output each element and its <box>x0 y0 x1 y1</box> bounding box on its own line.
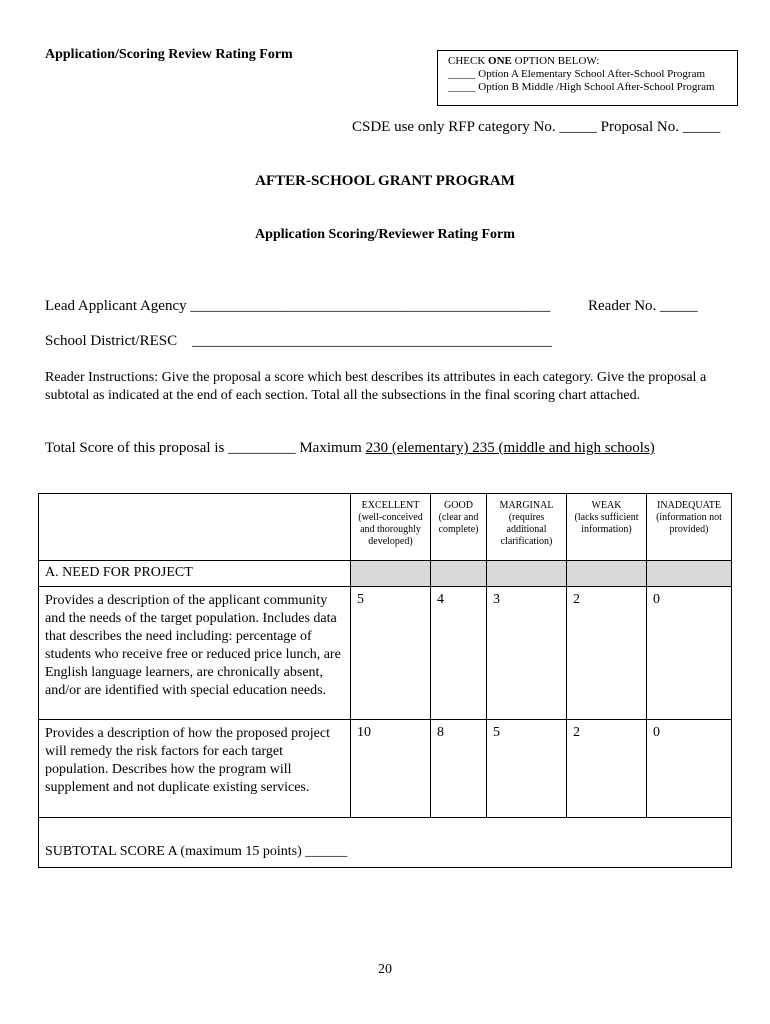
score-option[interactable]: 2 <box>567 587 647 720</box>
subtotal-row <box>39 818 732 868</box>
option-b[interactable]: _____ Option B Middle /High School After-School Program <box>448 81 715 93</box>
col-sub: (clear and complete) <box>438 512 479 535</box>
form-title: Application/Scoring Review Rating Form <box>45 47 293 62</box>
page-number: 20 <box>378 962 392 977</box>
score-option[interactable]: 0 <box>647 587 732 720</box>
school-district-label: School District/RESC <box>45 333 178 349</box>
scoring-table <box>38 493 732 868</box>
total-score-line <box>45 440 655 457</box>
col-sub: (well-conceived and thoroughly developed) <box>358 512 423 547</box>
total-score-prefix[interactable]: Total Score of this proposal is _________ Maximum <box>45 440 366 456</box>
table-header-row <box>39 494 732 561</box>
school-district-field[interactable]: ________________________________________________ <box>192 333 552 349</box>
check-title-post: OPTION BELOW: <box>511 55 600 67</box>
col-sub: (lacks sufficient information) <box>574 512 639 535</box>
criterion-description: Provides a description of the applicant community and the needs of the target population. Includes data that describes the need including: percentage of students who receive free or reduced price lunch, are English language learners, are chronically absent, and/or are identified with special education needs. <box>39 587 351 720</box>
score-option[interactable]: 2 <box>567 720 647 818</box>
score-option[interactable]: 4 <box>431 587 487 720</box>
check-title-bold: ONE <box>488 55 512 67</box>
col-label: WEAK <box>591 500 622 511</box>
table-row <box>39 720 732 818</box>
program-title: AFTER-SCHOOL GRANT PROGRAM <box>255 173 515 189</box>
option-check-box <box>437 50 738 106</box>
shaded-cell <box>567 561 647 587</box>
section-row <box>39 561 732 587</box>
check-option-title <box>448 55 737 68</box>
total-score-max: 230 (elementary) 235 (middle and high schools) <box>365 440 655 456</box>
col-inadequate <box>647 494 732 561</box>
score-option[interactable]: 5 <box>351 587 431 720</box>
score-option[interactable]: 3 <box>487 587 567 720</box>
shaded-cell <box>647 561 732 587</box>
option-a[interactable]: _____ Option A Elementary School After-School Program <box>448 68 706 80</box>
shaded-cell <box>487 561 567 587</box>
col-good <box>431 494 487 561</box>
check-title-pre: CHECK <box>448 55 489 67</box>
reader-no-field[interactable]: Reader No. _____ <box>588 298 698 314</box>
header-blank-cell <box>39 494 351 561</box>
col-weak <box>567 494 647 561</box>
subtotal-score[interactable]: SUBTOTAL SCORE A (maximum 15 points) ______ <box>39 818 732 868</box>
col-label: EXCELLENT <box>361 500 420 511</box>
col-sub: (information not provided) <box>656 512 722 535</box>
shaded-cell <box>431 561 487 587</box>
score-option[interactable]: 10 <box>351 720 431 818</box>
lead-agency-field[interactable]: Lead Applicant Agency ________________________________________________ <box>45 298 551 314</box>
col-label: MARGINAL <box>499 500 554 511</box>
table-row <box>39 587 732 720</box>
col-marginal <box>487 494 567 561</box>
col-label: INADEQUATE <box>657 500 721 511</box>
criterion-description: Provides a description of how the proposed project will remedy the risk factors for each target population. Describes how the program will supplement and not duplicate existing services. <box>39 720 351 818</box>
col-excellent <box>351 494 431 561</box>
score-option[interactable]: 8 <box>431 720 487 818</box>
shaded-cell <box>351 561 431 587</box>
col-label: GOOD <box>444 500 473 511</box>
csde-use-line: CSDE use only RFP category No. _____ Proposal No. _____ <box>352 119 721 135</box>
score-option[interactable]: 5 <box>487 720 567 818</box>
score-option[interactable]: 0 <box>647 720 732 818</box>
form-subtitle: Application Scoring/Reviewer Rating Form <box>255 227 515 242</box>
reader-instructions: Reader Instructions: Give the proposal a score which best describes its attributes in each category. Give the proposal a subtotal as indicated at the end of each section. Total all the subsections in the final scoring chart attached. <box>45 370 707 403</box>
col-sub: (requires additional clarification) <box>500 512 553 547</box>
section-title: A. NEED FOR PROJECT <box>39 561 351 587</box>
